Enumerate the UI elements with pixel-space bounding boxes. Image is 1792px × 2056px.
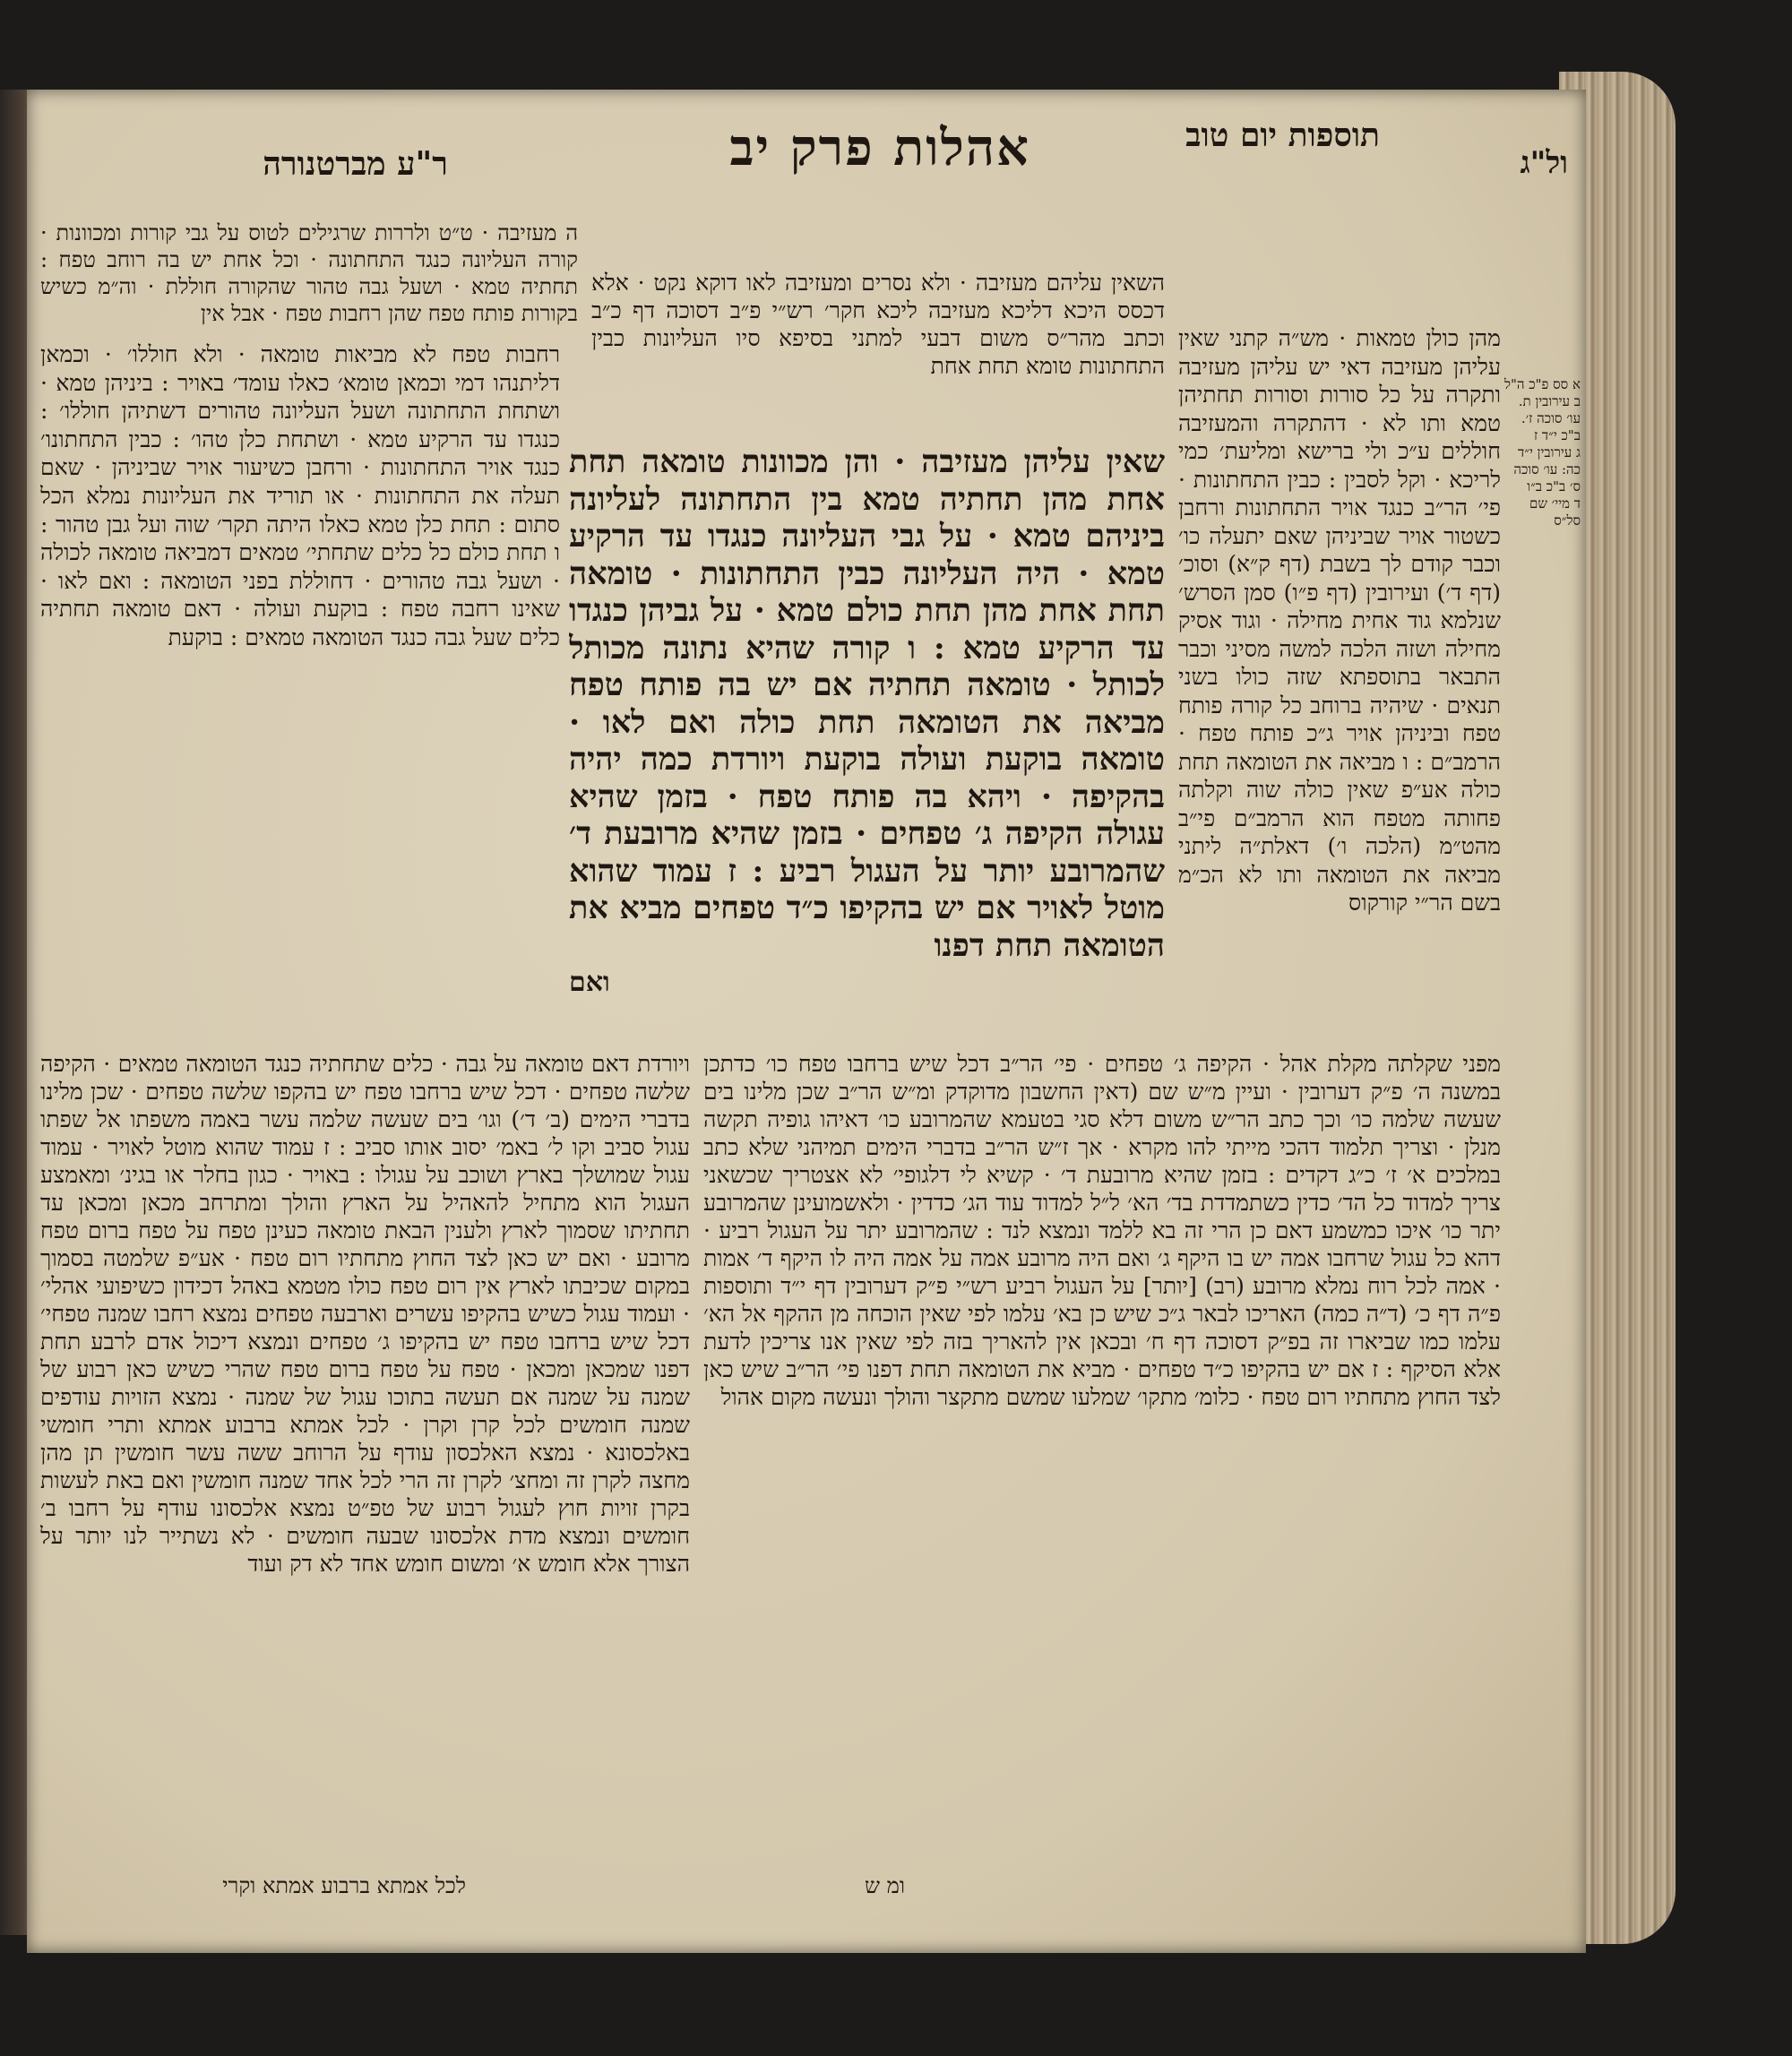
- mishnah-text-block: [569, 443, 1165, 1044]
- bartenura-text: ויורדת דאם טומאה על גבה · כלים שתחתיה כנגד הטומאה טמאים · הקיפה שלשה טפחים · דכל שיש ברחבו טפח יש בהקפו שלשה טפחים · שכן מלינו בדברי הימים (ב׳ ד׳) וגו׳ בים שעשה שלמה עשר באמה משפתו אל שפתו עגול סביב וקו ל׳ באמ׳ יסוב אותו סביב : ז עמוד שהוא מוטל לאויר · עמוד עגול שמושלך בארץ ושוכב על עגולו : באויר · כגון בחלר או בגינ׳ ומאמצע העגול הוא מתחיל להאהיל על הארץ והולך ומתרחב מכאן ומכאן עד תחתיתו שסמוך לארץ ולענין הבאת טומאה כעינן טפח על טפח ברום טפח מרובע · ואם יש כאן לצד החוץ מתחתיו רום טפח · אע״פ שלמטה בסמוך במקום שכיבתו לארץ אין רום טפח כולו מטמא באהל דכידון כשיפועי אהלי׳ · ועמוד עגול כשיש בהקיפו עשרים וארבעה טפחים נמצא רחבו שמנה טפחי׳ דכל שיש ברחבו טפח יש בהקיפו ג׳ טפחים ונמצא דיכול אדם לרבע תחת דפנו שמכאן ומכאן · טפח על טפח ברום טפח שהרי כשיש כאן רבוע של שמנה על שמנה אם תעשה בתוכו עגול של שמנה · נמצא הזויות עודפים שמנה חומשים לכל קרן וקרן · לכל אמתא ברבוע אמתא ותרי חומשי באלכסונא · נמצא האלכסון עודף על הרוחב ששה עשר חומשין תן מהן מחצה לקרן זה ומחצ׳ לקרן זה הרי לכל אחד שמנה חומשין ואם באת לעשות בקרן זויות חוץ לעגול רבוע של טפ״ט נמצא אלכסונו עודף על רחבו ב׳ חומשים ונמצא מדת אלכסונו שבעה חומשים · לא נשתייר לנו יותר על הצורך אלא חומש א׳ ומשום חומש אחד לא דק ועוד: [40, 1051, 690, 1577]
- margin-note: א סס פ"כ ה"ל: [1503, 376, 1581, 392]
- tosafot-bottom-block: [703, 1050, 1501, 1883]
- margin-note: ס׳ ב"כ ב״ו: [1527, 478, 1581, 495]
- folio-number: ול"ג: [1520, 145, 1568, 181]
- margin-references: [1500, 376, 1581, 529]
- mishnah-text: שאין עליהן מעזיבה · והן מכוונות טומאה תחת אחת מהן תחתיה טמא בין התחתונה לעליונה ביניהם טמא · על גבי העליונה כנגדו עד הרקיע טמא · היה העליונה כבין התחתונות · טומאה תחת אחת מהן תחת כולם טמא · על גביהן כנגדו עד הרקיע טמא : ו קורה שהיא נתונה מכותל לכותל · טומאה תחתיה אם יש בה פותח טפח מביאה את הטומאה תחת כולה ואם לאו · טומאה בוקעת ועולה בוקעת ויורדת כמה יהיה בהקיפה · ויהא בה פותח טפח · בזמן שהיא עגולה הקיפה ג׳ טפחים · בזמן שהיא מרובעת ד׳ שהמרובע יותר על העגול רביע : ז עמוד שהוא מוטל לאויר אם יש בהקיפו כ״ד טפחים מביא את הטומאה תחת דפנו: [569, 443, 1165, 964]
- margin-note: ד מיי׳ שם סל״ס: [1529, 495, 1581, 529]
- bartenura-text: רחבות טפח לא מביאות טומאה · ולא חוללו׳ · וכמאן דליתנהו דמי וכמאן טומא׳ כאלו עומד׳ באויר : ביניהן טמא · ושתחת התחתונה ושעל העליונה טהורים דשתיהן חוללו׳ : כנגדו עד הרקיע טמא · ושתחת כלן טהו׳ : כבין התחתונו׳ כנגד אויר התחתונות · ורחבן כשיעור אויר שביניהן · שאם תעלה את התחתונות · או תוריד את העליונות נמלא הכל סתום : תחת כלן טמא כאלו היתה תקר׳ שוה ועל גבן טהור : ו תחת כולם כל כלים שתחתי׳ טמאים דמביאה טומאה לכולה · ושעל גבה טהורים · דחוללת בפני הטומאה : ואם לאו · שאינו רחבה טפח : בוקעת ועולה · דאם טומאה תחתיה כלים שעל גבה כנגד הטומאה טמאים : בוקעת: [40, 341, 560, 650]
- bartenura-text: ה מעזיבה · ט״ט ולררות שרגילים לטוס על גבי קורות ומכוונות · קורה העליונה כנגד התחתונה · וכל אחת יש בה רוחב טפח : תחתיה טמא · ושעל גבה טהור שהקורה חוללת · וה״מ כשיש בקורות פותח טפח שהן רחבות טפח · אבל אין: [40, 220, 578, 326]
- tosafot-text: מהן כולן טמאות · מש״ה קתני שאין עליהן מעזיבה דאי יש עליהן מעזיבה ותקרה על כל סורות וסורות תחתיהן טמא ותו לא · דהתקרה והמעזיבה חוללים ע״כ ולי ברישא ומליעת׳ כמי לריכא · וקל לסבין : כבין התחתונות · פי׳ הר״ב כנגד אויר התחתונות ורחבן כשטור אויר שביניהן שאם יתעלה כו׳ וכבר קודם לך בשבת (דף ק״א) וסוכ׳ (דף ד׳) ועירובין (דף פ״ו) סמן הסרש׳ שנלמא גוד אחית מחילה · וגוד אסיק מחילה ושזה הלכה למשה מסיני וכבר התבאר בתוספתא שזה כולו בשני תנאים · שיהיה ברוחב כל קורה פותח טפח וביניהן אויר ג״כ פותח טפח · הרמב״ם : ו מביאה את הטומאה תחת כולה אע״פ שאין כולה שוה וקלתה פחותה מטפח הוא הרמב״ם פי״ב מהט״מ (הלכה ו׳) דאלת״ה ליתני מביאה את הטומאה ותו לא הכ״מ בשם הר״י קורקוס: [1178, 325, 1501, 916]
- margin-note: ג עירובין י״ד: [1518, 444, 1581, 460]
- tosafot-top-block: [591, 269, 1165, 426]
- margin-note: ב"כ י״ד ז: [1533, 427, 1581, 443]
- tosafot-text: השאין עליהם מעזיבה · ולא נסרים ומעזיבה לאו דוקא נקט · אלא דכסס היכא דליכא מעזיבה ליכא חקר׳ רש״י פ״ב דסוכה דף כ״ב וכתב מהר״ס משום דבעי למתני בסיפא סיו העליונות כבין התחתונות טומא תחת אחת: [591, 270, 1165, 379]
- catchword-right: ומ ש: [865, 1873, 905, 1898]
- margin-note: כה: עו׳ סוכה: [1513, 461, 1581, 477]
- tosafot-right-column: [1178, 324, 1501, 1041]
- book-page: [27, 90, 1586, 1953]
- bartenura-bottom-block: [40, 1050, 690, 1883]
- catchword-left: לכל אמתא ברבוע אמתא וקרי: [222, 1873, 466, 1898]
- margin-note: עו׳ סוכה ז׳.: [1521, 410, 1581, 426]
- bartenura-left-column: [40, 340, 560, 1048]
- header-tosafot-yom-tov: תוספות יום טוב: [1185, 116, 1380, 154]
- margin-note: ב עירובין ת.: [1518, 393, 1581, 409]
- header-tractate-chapter: אהלות פרק יב: [729, 118, 1030, 177]
- header-bartenura: ר"ע מברטנורה: [263, 145, 448, 183]
- tosafot-text: מפני שקלתה מקלת אהל · הקיפה ג׳ טפחים · פי׳ הר״ב דכל שיש ברחבו טפח כו׳ כדתכן במשנה ה׳ פ״ק דערובין · ועיין מ״ש שם (דאין החשבון מדוקדק ומ״ש הר״ב שכן מלינו בים שעשה שלמה כו׳ וכך כתב הר״ש משום דלא סגי בטעמא שהמרובע כו׳ דאיהו גופיה תקשה מנלן · וצריך תלמוד דהכי מייתי להו מקרא · אך ז״ש הר״ב בדברי הימים תמיהני שלא כתב במלכים א׳ ז׳ כ״ג דקדים : בזמן שהיא מרובעת ד׳ · קשיא לי דלגופי׳ לא אצטריך שכשאני צריך למדוד כל הד׳ כדין כשתמדדת בד׳ הא׳ ל״ל למדוד עוד הג׳ כדדין · ולאשמועינן שהמרובע יתר כו׳ איכו כמשמע דאם כן הרי זה בא ללמד ונמצא לנד : שהמרובע יתר על העגול רביע · דהא כל עגול שרחבו אמה יש בו היקף ג׳ ואם היה מרובע אמה על אמה היה לו היקף ד׳ אמות · אמה לכל רוח נמלא מרובע (רב) [יותר] על העגול רביע רש״י פ״ק דערובין דף י״ד ותוספות פ״ה דף כ׳ (ד״ה כמה) האריכו לבאר ג״כ שיש כן בא׳ עלמו לפי שאין הוכחה מן ההקף אל הא׳ עלמו כמו שביארו זה בפ״ק דסוכה דף ח׳ ובכאן אין להאריך בזה לפי שאין אנו צריכין לדעת אלא הסיקף : ז אם יש בהקיפו כ״ד טפחים · מביא את הטומאה תחת דפנו פי׳ הר״ב שיש כאן לצד החוץ מתחתיו רום טפח · כלומ׳ מתקו׳ שמלעו שמשם מתקצר והולך ונעשה מקום אהול: [703, 1051, 1501, 1410]
- mishnah-catchword: ואם: [569, 967, 610, 998]
